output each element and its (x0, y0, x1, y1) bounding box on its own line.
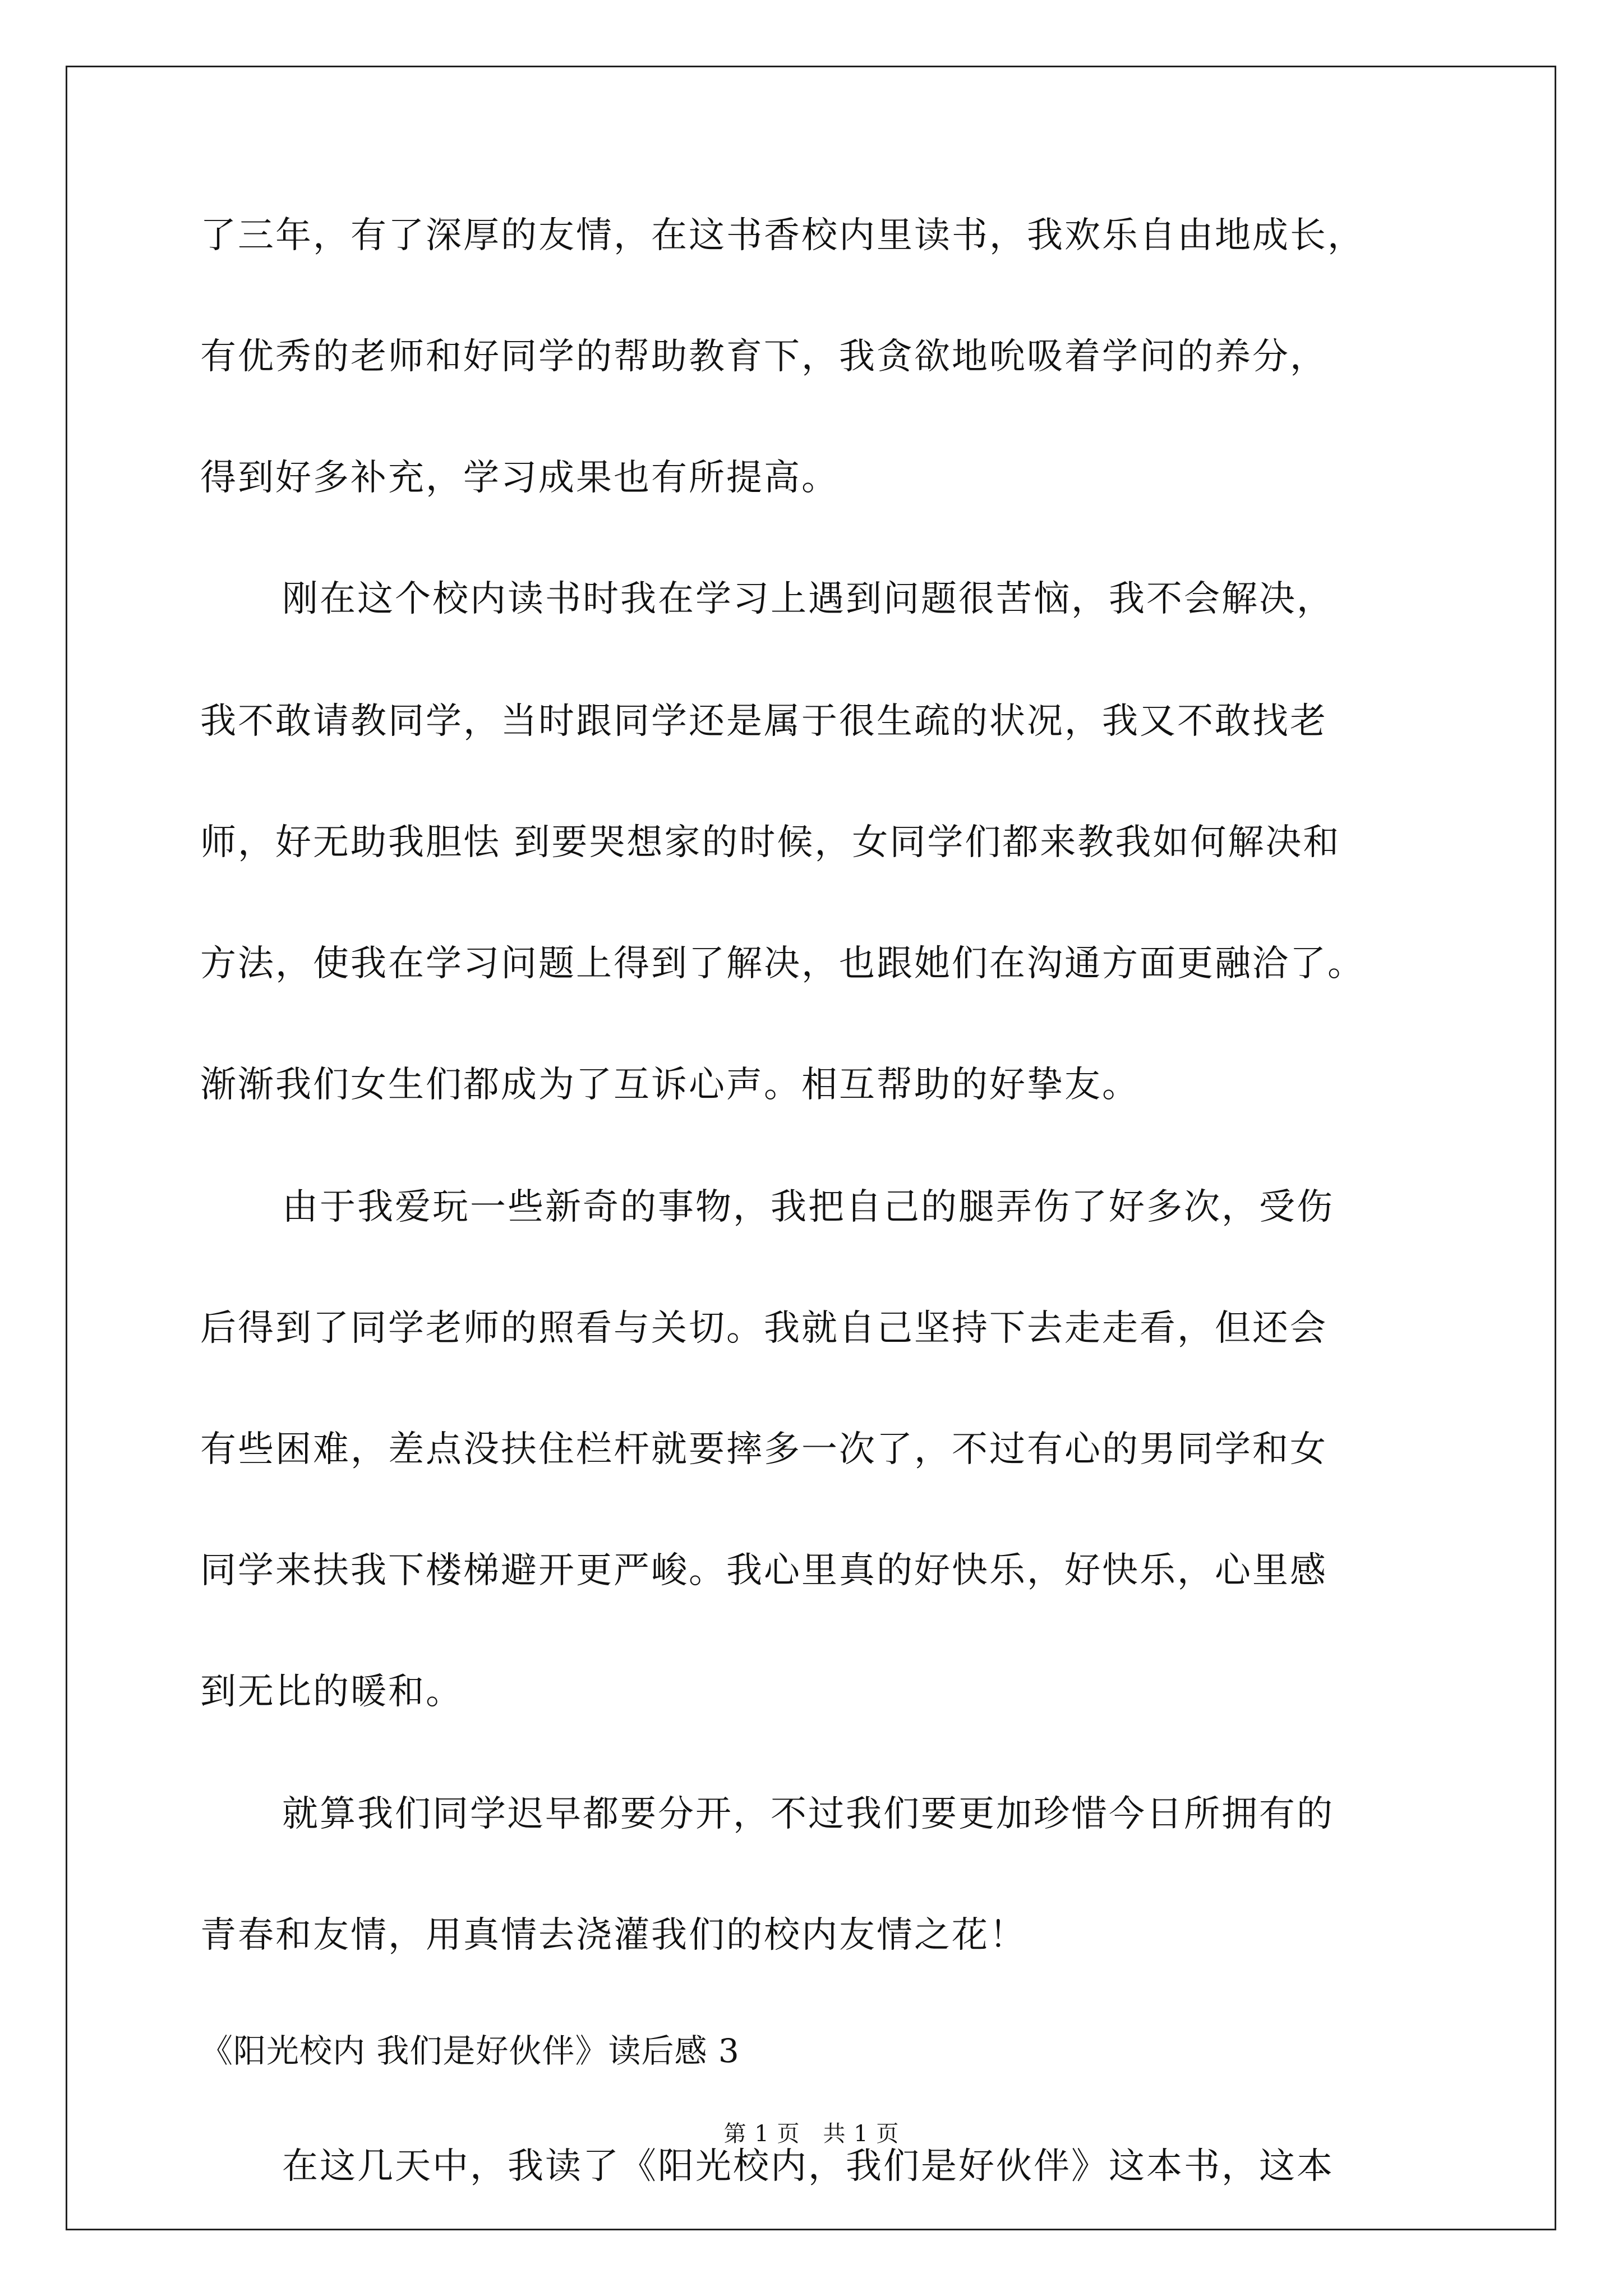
text-line: 青春和友情，用真情去浇灌我们的校内友情之花！ (200, 1915, 1027, 1956)
text-line: 渐渐我们女生们都成为了互诉心声。相互帮助的好挚友。 (200, 1064, 1140, 1106)
text-line: 有些困难，差点没扶住栏杆就要摔多一次了，不过有心的男同学和女 (200, 1429, 1327, 1470)
text-line: 我不敢请教同学，当时跟同学还是属于很生疏的状况，我又不敢找老 (200, 701, 1327, 742)
paragraph-first-line: 由于我爱玩一些新奇的事物，我把自己的腿弄伤了好多次，受伤 (282, 1186, 1334, 1228)
page-frame (66, 66, 1556, 2230)
text-line: 到无比的暖和。 (200, 1671, 463, 1713)
text-line: 后得到了同学老师的照看与关切。我就自己坚持下去走走看，但还会 (200, 1308, 1327, 1349)
text-line: 有优秀的老师和好同学的帮助教育下，我贪欲地吮吸着学问的养分， (200, 336, 1327, 378)
text-line: 了三年，有了深厚的友情，在这书香校内里读书，我欢乐自由地成长， (200, 215, 1365, 256)
page-footer: 第 1 页 共 1 页 (723, 2121, 900, 2147)
paragraph-first-line: 就算我们同学迟早都要分开，不过我们要更加珍惜今日所拥有的 (282, 1793, 1334, 1835)
text-line: 方法，使我在学习问题上得到了解决，也跟她们在沟通方面更融洽了。 (200, 943, 1365, 984)
text-line: 同学来扶我下楼梯避开更严峻。我心里真的好快乐，好快乐，心里感 (200, 1550, 1327, 1591)
paragraph-first-line: 刚在这个校内读书时我在学习上遇到问题很苦恼，我不会解决， (282, 578, 1334, 620)
text-line: 师，好无助我胆怯 到要哭想家的时候，女同学们都来教我如何解决和 (200, 822, 1341, 863)
section-heading: 《阳光校内 我们是好伙伴》读后感 3 (200, 2032, 740, 2070)
text-line: 得到好多补充，学习成果也有所提高。 (200, 457, 839, 499)
paragraph-first-line: 在这几天中，我读了《阳光校内，我们是好伙伴》这本书，这本 (282, 2146, 1334, 2187)
